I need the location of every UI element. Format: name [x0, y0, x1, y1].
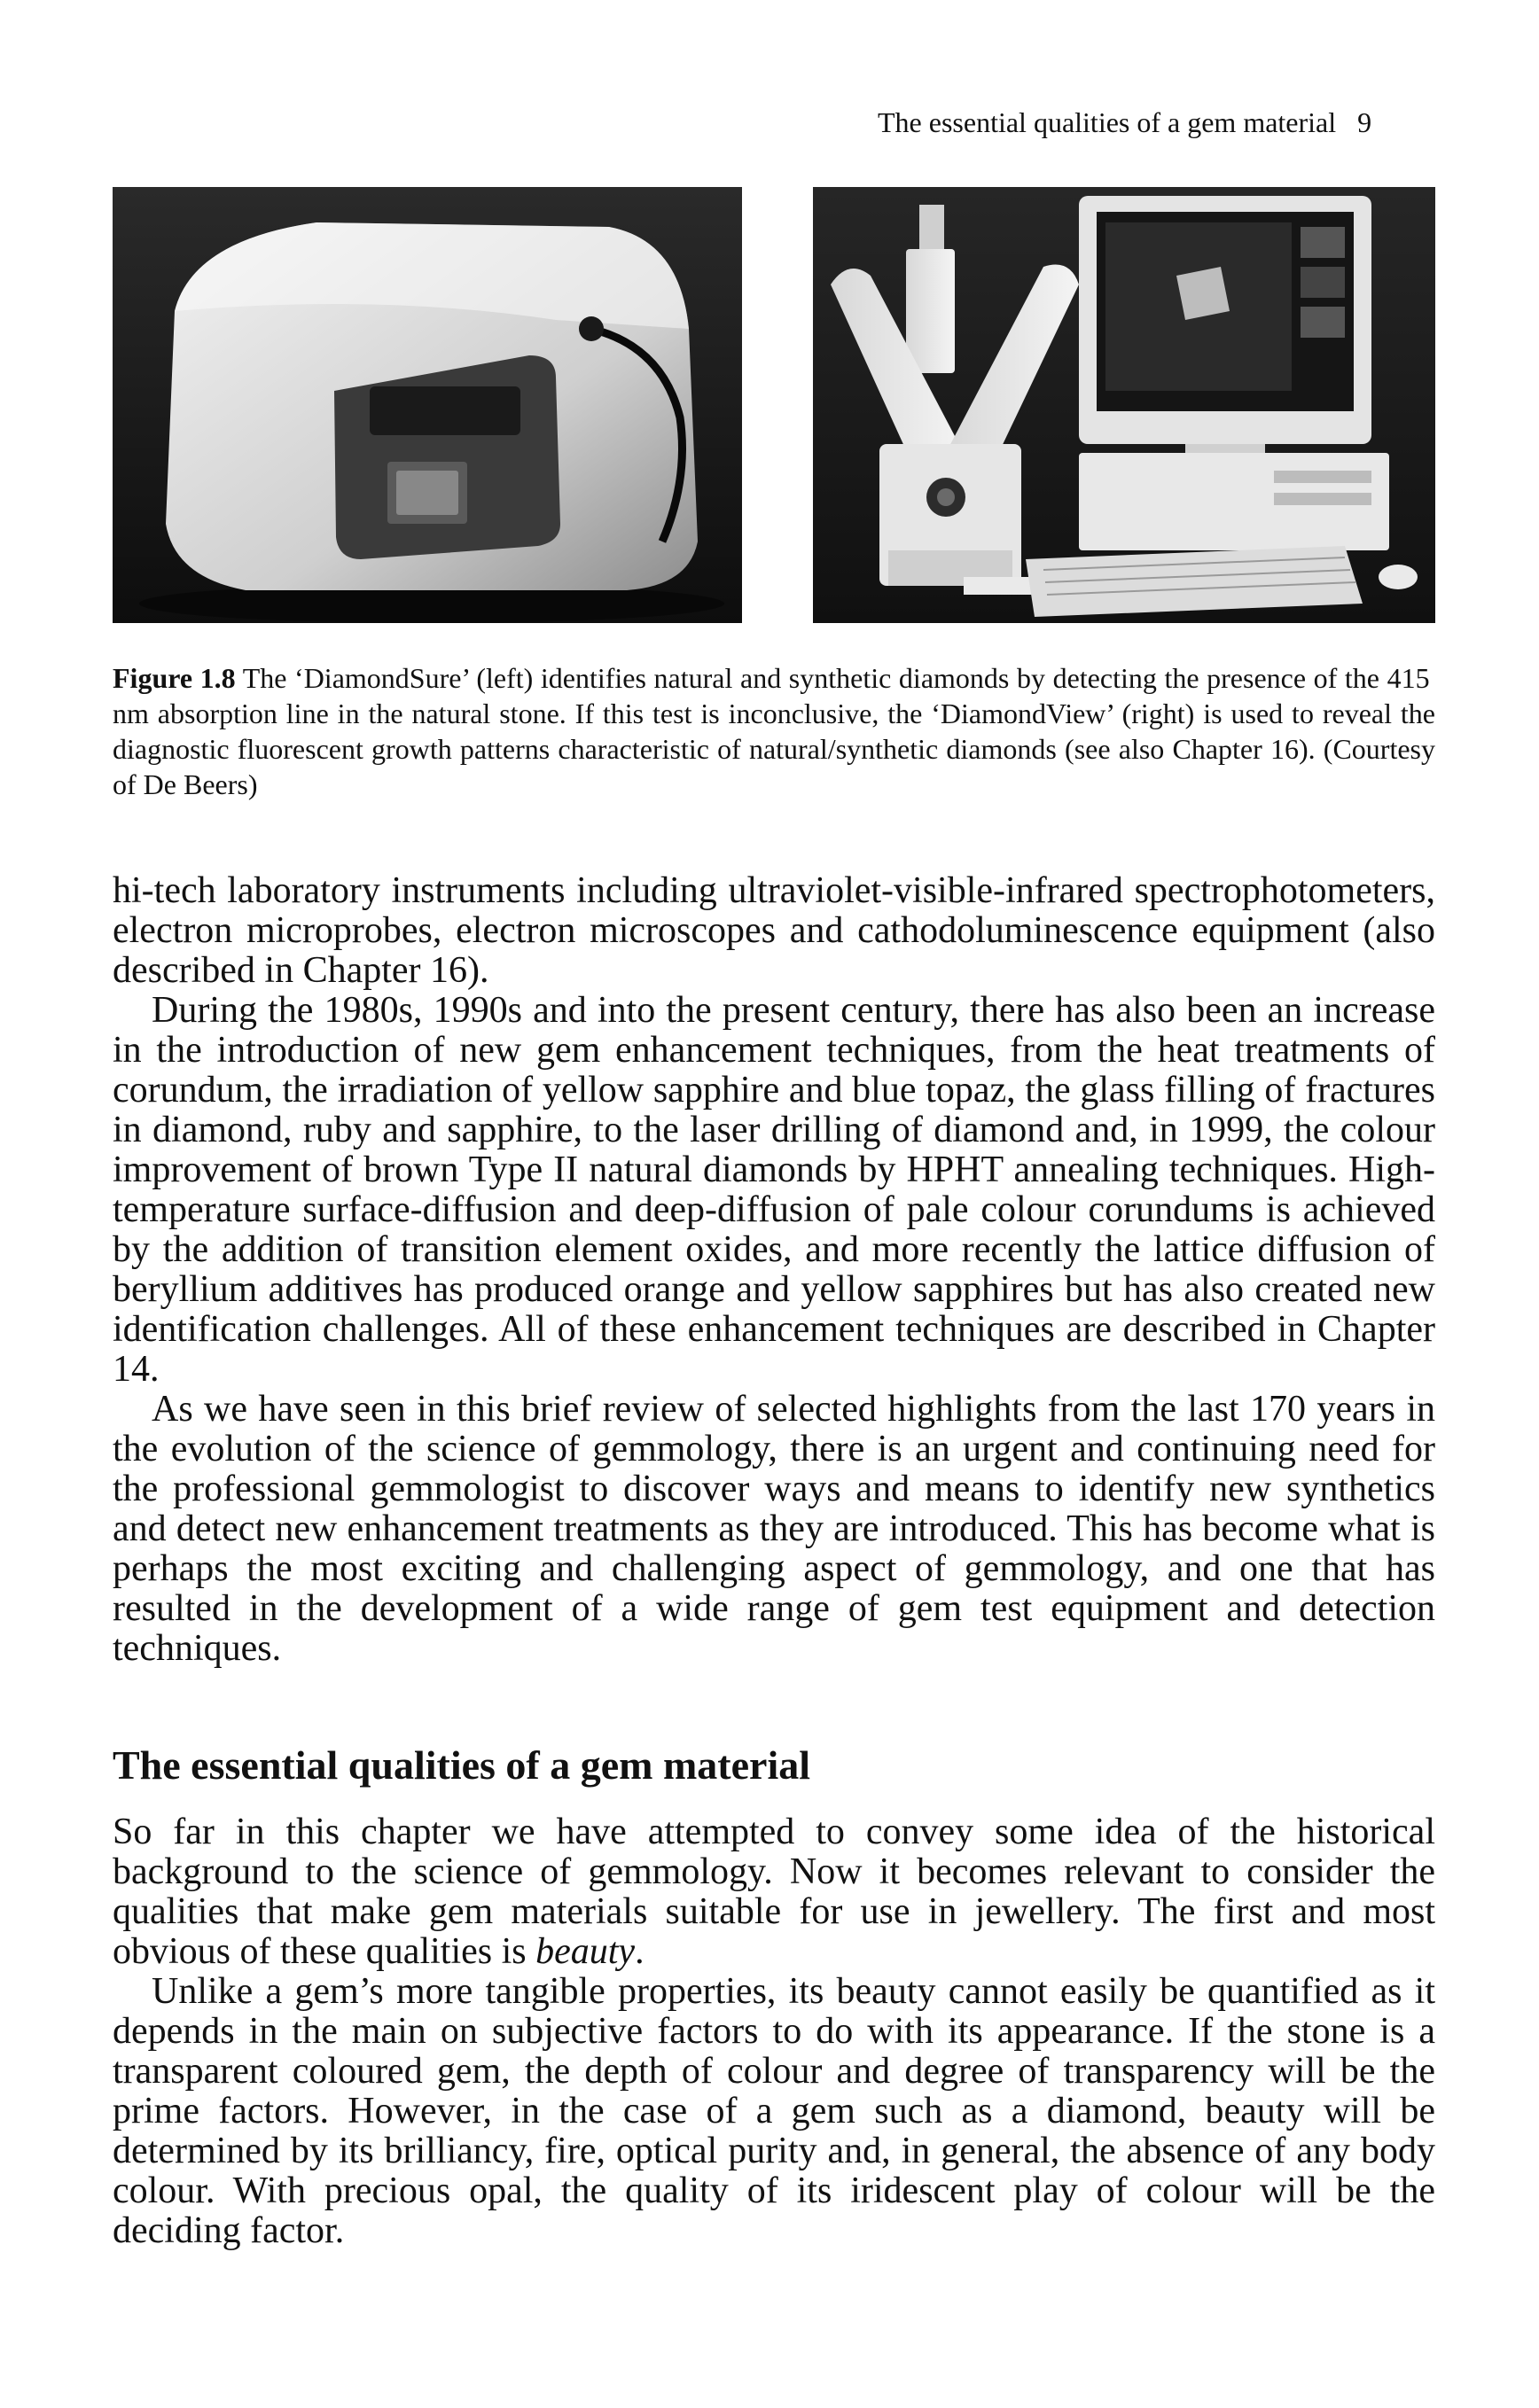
figure-label: Figure 1.8	[113, 662, 236, 694]
emphasis-beauty: beauty	[535, 1931, 636, 1972]
body-text-upper	[113, 871, 1435, 1669]
figure-caption	[113, 660, 1435, 802]
camera-unit	[906, 249, 955, 373]
body-text-lower	[113, 1812, 1435, 2251]
paragraph: hi-tech laboratory instruments including ultraviolet-visible-infrared spectrophotometers, electron microprobes, electron microscopes and cathodoluminescence equipment (also described in Chapter 16).	[113, 870, 1435, 991]
paragraph	[113, 1812, 1435, 1972]
diamondsure-photo	[113, 187, 742, 623]
running-head-title: The essential qualities of a gem material	[878, 106, 1337, 138]
mouse	[1379, 565, 1418, 589]
paragraph: During the 1980s, 1990s and into the present century, there has also been an increase in the introduction of new gem enhancement techniques, from the heat treatments of corundum, the irradiation of yellow sapphire and blue topaz, the glass filling of fractures in diamond, ruby and sapphire, to the laser drilling of diamond and, in 1999, the colour improvement of brown Type II natural diamonds by HPHT annealing techniques. High-temperature surface-diffusion and deep-diffusion of pale colour corundums is achieved by the addition of transition element oxides, and more recently the lattice diffusion of beryllium additives has produced orange and yellow sapphires but has also created new identification challenges. All of these enhancement techniques are described in Chapter 14.	[113, 990, 1435, 1390]
diamondsure-illustration	[113, 187, 742, 623]
display-panel	[334, 355, 560, 559]
page-number: 9	[1357, 106, 1372, 138]
running-head	[878, 105, 1436, 140]
section-heading: The essential qualities of a gem material	[113, 1742, 811, 1788]
paragraph-end: .	[635, 1931, 645, 1972]
figure-caption-text: The ‘DiamondSure’ (left) identifies natural and synthetic diamonds by detecting the presence of the 415 nm absorption line in the natural stone. If this test is inconclusive, the ‘DiamondView’ (right) is used to reveal the diagnostic fluorescent growth patterns characteristic of natural/synthetic diamonds (see also Chapter 16). (Courtesy of De Beers)	[113, 662, 1436, 800]
paragraph-text: So far in this chapter we have attempted to convey some idea of the historical background to the science of gemmology. Now it becomes relevant to consider the qualities that make gem materials suitable for use in jewellery. The first and most obvious of these qualities is	[113, 1812, 1435, 1972]
paragraph: As we have seen in this brief review of selected highlights from the last 170 years in the evolution of the science of gemmology, there is an urgent and continuing need for the professional gemmologist to discover ways and means to identify new synthetics and detect new enhancement treatments as they are introduced. This has become what is perhaps the most exciting and challenging aspect of gemmology, and one that has resulted in the development of a wide range of gem test equipment and detection techniques.	[113, 1389, 1435, 1669]
paragraph: Unlike a gem’s more tangible properties, its beauty cannot easily be quantified as it depends in the main on subjective factors to do with its appearance. If the stone is a transparent coloured gem, the depth of colour and degree of transparency will be the prime factors. However, in the case of a gem such as a diamond, beauty will be determined by its brilliancy, fire, optical purity and, in general, the absence of any body colour. With precious opal, the quality of its iridescent play of colour will be the deciding factor.	[113, 1971, 1435, 2251]
diamondview-photo	[813, 187, 1435, 623]
diamondview-illustration	[813, 187, 1435, 623]
